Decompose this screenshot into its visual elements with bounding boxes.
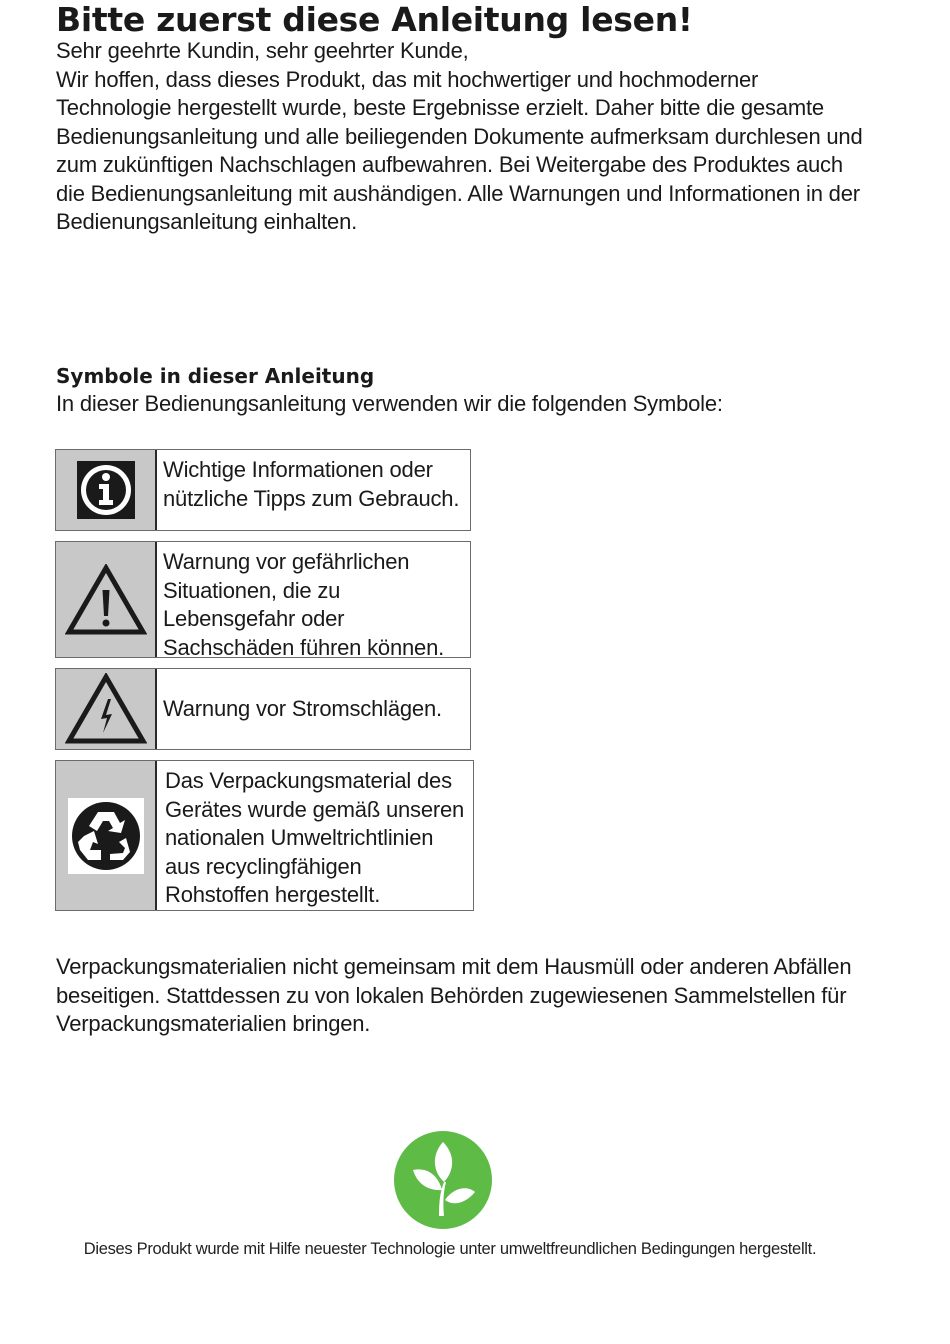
info-icon: [56, 450, 157, 530]
intro-text: [56, 37, 876, 237]
symbol-electric-label: Warnung vor Stromschlägen.: [163, 695, 442, 721]
recycling-icon: [56, 761, 157, 910]
symbol-row-recycling: [55, 760, 474, 911]
symbol-recycling-text: Das Verpackungsmaterial des Gerätes wurde gemäß unseren nationalen Umweltrichtlinien aus recyclingfähigen Rohstoffen hergestellt.: [165, 768, 465, 907]
symbol-warning-text: Warnung vor gefährlichen Situationen, die zu Lebensgefahr oder Sachschäden führen können.: [163, 549, 445, 660]
eco-leaf-icon: [393, 1130, 493, 1230]
symbol-electric-text: [157, 669, 448, 749]
symbols-heading: Symbole in dieser Anleitung: [56, 364, 375, 388]
symbol-row-info: [55, 449, 471, 531]
symbol-row-electric: [55, 668, 471, 750]
symbol-row-warning: [55, 541, 471, 658]
symbol-info-text: Wichtige Informationen oder nützliche Tipps zum Gebrauch.: [163, 457, 460, 511]
eco-caption: Dieses Produkt wurde mit Hilfe neuester Technologie unter umweltfreundlichen Bedingungen hergestellt.: [83, 1240, 817, 1258]
packaging-disposal-note: Verpackungsmaterialien nicht gemeinsam mit dem Hausmüll oder anderen Abfällen beseitigen. Stattdessen zu von lokalen Behörden zugewiesenen Sammelstellen für Verpackungsmaterialien bringen.: [56, 954, 852, 1036]
electric-shock-icon: [56, 669, 157, 749]
intro-body: Wir hoffen, dass dieses Produkt, das mit hochwertiger und hochmoderner Technologie hergestellt wurde, beste Ergebnisse erzielt. Daher bitte die gesamte Bedienungsanleitung und alle beiliegenden Dokumente aufmerksam durchlesen und zum zukünftigen Nachschlagen aufbewahren. Bei Weitergabe des Produktes auch die Bedienungsanleitung mit aushändigen. Alle Warnungen und Informationen in der Bedienungsanleitung einhalten.: [56, 66, 863, 234]
symbols-intro: In dieser Bedienungsanleitung verwenden wir die folgenden Symbole:: [56, 391, 723, 416]
warning-triangle-icon: [56, 542, 157, 657]
page-title: Bitte zuerst diese Anleitung lesen!: [56, 0, 693, 39]
intro-salutation: Sehr geehrte Kundin, sehr geehrter Kunde,: [56, 38, 469, 63]
